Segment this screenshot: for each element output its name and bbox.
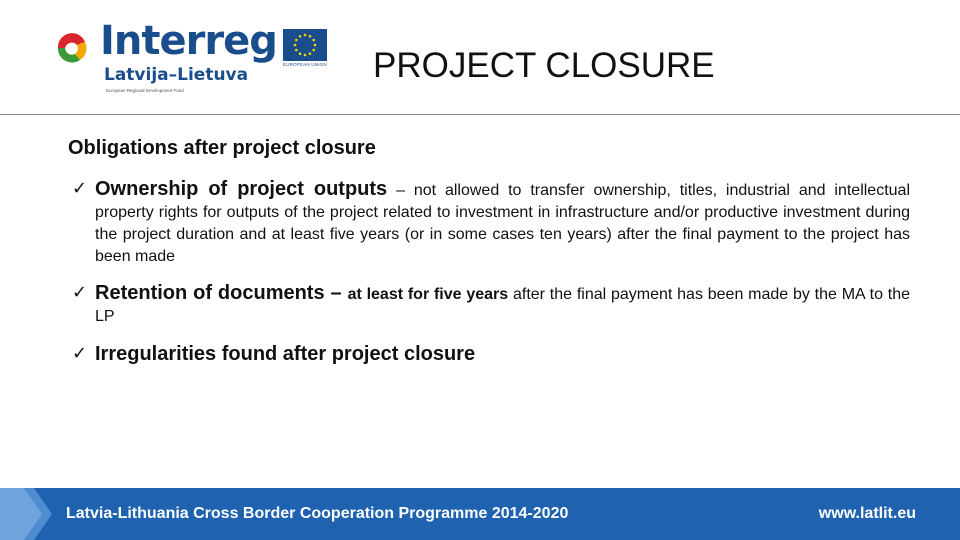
fund-tagline: European Regional Development Fund: [106, 88, 184, 93]
footer-website-link[interactable]: www.latlit.eu: [818, 505, 916, 522]
page-title: PROJECT CLOSURE: [373, 46, 715, 85]
checkmark-icon: ✓: [72, 282, 88, 303]
bullet-heading: Ownership of project outputs: [95, 178, 388, 200]
bullet-text: [95, 178, 910, 268]
section-subtitle: Obligations after project closure: [68, 137, 376, 159]
bullet-heading: Irregularities found after project closure: [95, 343, 476, 365]
bullet-ownership: [72, 178, 910, 268]
bullet-irregularities: [72, 343, 910, 367]
checkmark-icon: ✓: [72, 178, 88, 199]
eu-flag-icon: [283, 29, 327, 61]
eu-label: EUROPEAN UNION: [283, 62, 327, 67]
checkmark-icon: ✓: [72, 343, 88, 364]
bullet-retention: [72, 282, 910, 328]
footer-chevron-icon: [0, 488, 70, 540]
programme-area-label: Latvija–Lietuva: [104, 65, 249, 85]
interreg-wordmark: Interreg: [100, 18, 277, 64]
footer-bar: [0, 488, 960, 540]
footer-programme: Latvia-Lithuania Cross Border Cooperation Programme 2014-2020: [66, 505, 569, 522]
header-divider: [0, 114, 960, 115]
bullet-emphasis: not allowed: [413, 182, 500, 199]
bullet-heading: Retention of documents: [95, 282, 325, 304]
bullet-text: [95, 282, 910, 328]
bullet-dash: –: [324, 282, 348, 304]
bullet-body: after the final payment has been made by the MA to the LP: [95, 286, 911, 325]
bullet-text: [95, 343, 910, 367]
bullet-emphasis: at least for five years: [347, 286, 509, 303]
interreg-swirl-icon: [52, 28, 92, 68]
bullet-dash: –: [387, 182, 414, 199]
bullet-body: to transfer ownership, titles, industrial and intellectual property rights for outputs of the project related to investment in infrastructure and/or productive investment during the project duration and at least five years (or in some cases ten years) after the final payment to the project has been made: [95, 182, 911, 265]
